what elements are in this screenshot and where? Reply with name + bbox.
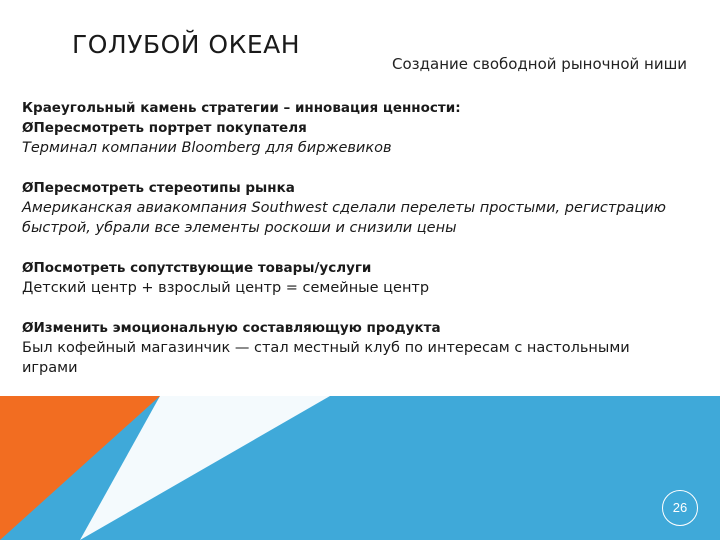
- point-4-heading: Изменить эмоциональную составляющую продукта: [33, 320, 441, 336]
- point-2-text-line-2: быстрой, убрали все элементы роскоши и снизили цены: [22, 220, 457, 236]
- point-1-heading: Пересмотреть портрет покупателя: [33, 120, 307, 136]
- point-2-text-line-1: Американская авиакомпания Southwest сделали перелеты простыми, регистрацию: [22, 200, 666, 216]
- point-2-heading-line: [22, 178, 694, 198]
- arrow-icon: Ø: [22, 320, 34, 336]
- point-4-heading-line: [22, 318, 694, 338]
- point-1-text: Терминал компании Bloomberg для биржевиков: [22, 140, 392, 156]
- page-number: 26: [662, 490, 698, 526]
- content-body: [22, 98, 694, 378]
- slide-title: ГОЛУБОЙ ОКЕАН: [72, 30, 301, 59]
- point-2-heading: Пересмотреть стереотипы рынка: [33, 180, 295, 196]
- arrow-icon: Ø: [22, 180, 34, 196]
- slide-subtitle: Создание свободной рыночной ниши: [392, 55, 688, 73]
- point-4-text-line-2: играми: [22, 360, 78, 376]
- arrow-icon: Ø: [22, 120, 34, 136]
- point-4-text-line-1: Был кофейный магазинчик — стал местный клуб по интересам с настольными: [22, 340, 630, 356]
- point-3-heading: Посмотреть сопутствующие товары/услуги: [33, 260, 372, 276]
- arrow-icon: Ø: [22, 260, 34, 276]
- point-3-heading-line: [22, 258, 694, 278]
- intro-line: Краеугольный камень стратегии – инновация ценности:: [22, 100, 461, 116]
- point-1-heading-line: [22, 118, 694, 138]
- point-3-text: Детский центр + взрослый центр = семейные центр: [22, 280, 430, 296]
